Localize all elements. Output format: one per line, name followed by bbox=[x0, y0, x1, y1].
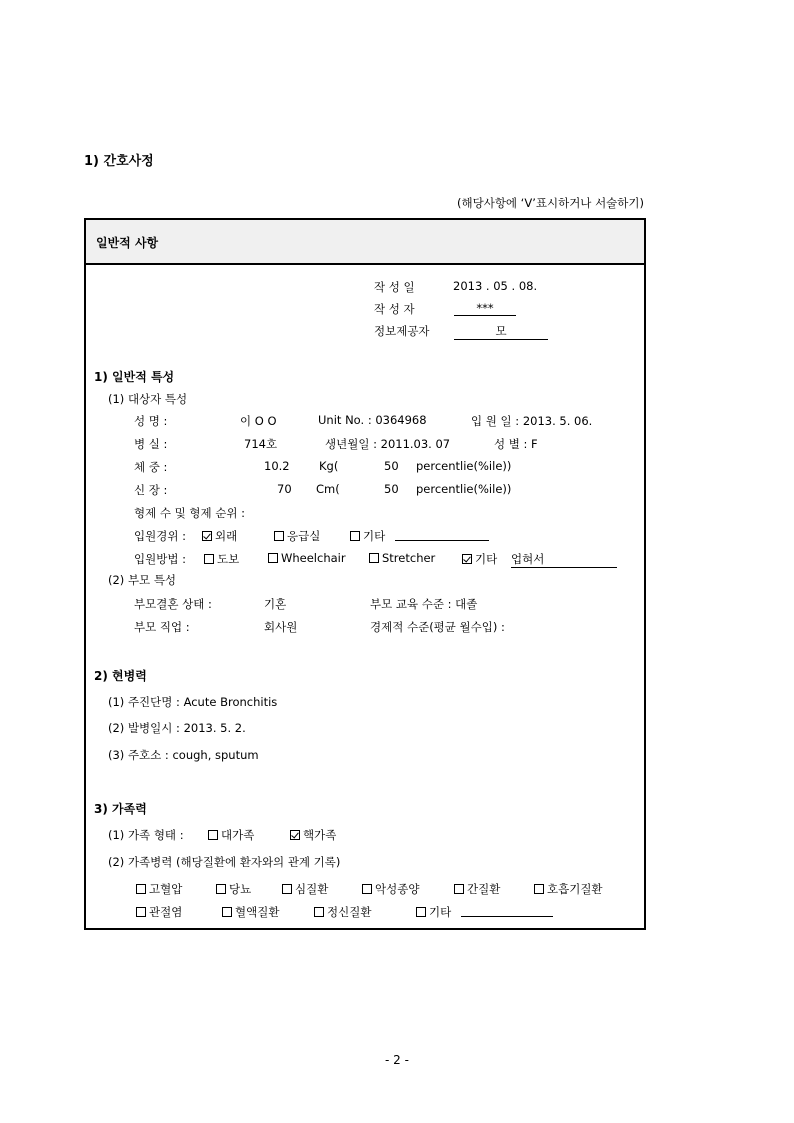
method-option-stretcher[interactable]: Stretcher bbox=[369, 551, 435, 565]
sex: 성 별 : F bbox=[494, 437, 538, 451]
method-option-wheelchair[interactable]: Wheelchair bbox=[268, 551, 346, 565]
marital-value: 기혼 bbox=[264, 597, 287, 611]
method-label: 입원방법 : bbox=[134, 552, 186, 566]
admit-date: 입 원 일 : 2013. 5. 06. bbox=[471, 414, 593, 428]
name-value: 이 O O bbox=[240, 414, 277, 428]
date-value: 2013 . 05 . 08. bbox=[453, 279, 538, 293]
checkbox-icon[interactable] bbox=[204, 554, 214, 564]
siblings-label: 형제 수 및 형제 순위 : bbox=[134, 506, 246, 520]
checkbox-icon[interactable] bbox=[282, 884, 292, 894]
method-other-detail[interactable]: 업혀서 bbox=[511, 551, 617, 568]
height-percentile-label: percentlie(%ile)) bbox=[416, 482, 512, 496]
family-type-label: (1) 가족 형태 : bbox=[108, 828, 184, 842]
history-cancer[interactable]: 악성종양 bbox=[362, 881, 419, 897]
weight-label: 체 중 : bbox=[134, 460, 168, 474]
checkbox-icon[interactable] bbox=[416, 907, 426, 917]
checkbox-icon[interactable] bbox=[362, 884, 372, 894]
history-heart-disease[interactable]: 심질환 bbox=[282, 881, 328, 897]
family-heading: 3) 가족력 bbox=[94, 802, 147, 816]
checkbox-icon[interactable] bbox=[454, 884, 464, 894]
box-header bbox=[86, 220, 644, 265]
family-history-label: (2) 가족병력 (해당질환에 환자와의 관계 기록) bbox=[108, 855, 341, 869]
diagnosis: (1) 주진단명 : Acute Bronchitis bbox=[108, 695, 278, 709]
checkbox-icon[interactable] bbox=[274, 531, 284, 541]
checkbox-checked-icon[interactable] bbox=[462, 554, 472, 564]
method-option-walk[interactable]: 도보 bbox=[204, 551, 239, 567]
route-option-outpatient[interactable]: 외래 bbox=[202, 528, 237, 544]
name-label: 성 명 : bbox=[134, 414, 168, 428]
unit-no: Unit No. : 0364968 bbox=[318, 413, 427, 427]
checkbox-icon[interactable] bbox=[350, 531, 360, 541]
weight-value: 10.2 bbox=[264, 459, 290, 473]
history-liver-disease[interactable]: 간질환 bbox=[454, 881, 500, 897]
checkbox-icon[interactable] bbox=[314, 907, 324, 917]
history-other[interactable]: 기타 bbox=[416, 904, 451, 920]
route-other-blank[interactable] bbox=[395, 540, 489, 541]
checkbox-icon[interactable] bbox=[268, 553, 278, 563]
onset-date: (2) 발병일시 : 2013. 5. 2. bbox=[108, 721, 246, 735]
checkbox-icon[interactable] bbox=[216, 884, 226, 894]
chief-complaint: (3) 주호소 : cough, sputum bbox=[108, 748, 259, 762]
weight-percentile: 50 bbox=[384, 459, 399, 473]
job-label: 부모 직업 : bbox=[134, 620, 190, 634]
family-type-nuclear[interactable]: 핵가족 bbox=[290, 827, 336, 843]
informant-label: 정보제공자 bbox=[374, 324, 430, 338]
section-title: 1) 간호사정 bbox=[84, 154, 154, 169]
subject-heading: (1) 대상자 특성 bbox=[108, 392, 188, 406]
general-heading: 1) 일반적 특성 bbox=[94, 370, 175, 384]
method-option-other[interactable]: 기타 bbox=[462, 551, 497, 567]
weight-percentile-label: percentlie(%ile)) bbox=[416, 459, 512, 473]
checkbox-checked-icon[interactable] bbox=[290, 830, 300, 840]
parents-heading: (2) 부모 특성 bbox=[108, 573, 177, 587]
date-label: 작 성 일 bbox=[374, 280, 415, 294]
income-label: 경제적 수준(평균 월수입) : bbox=[370, 620, 505, 634]
general-info-box bbox=[84, 218, 646, 930]
writer-value[interactable]: *** bbox=[454, 301, 516, 316]
checkbox-icon[interactable] bbox=[136, 907, 146, 917]
history-blood-disease[interactable]: 혈액질환 bbox=[222, 904, 279, 920]
history-respiratory[interactable]: 호흡기질환 bbox=[534, 881, 603, 897]
height-unit: Cm( bbox=[316, 482, 340, 496]
weight-unit: Kg( bbox=[319, 459, 339, 473]
height-value: 70 bbox=[277, 482, 292, 496]
job-value: 회사원 bbox=[264, 620, 298, 634]
checkbox-icon[interactable] bbox=[208, 830, 218, 840]
history-other-blank[interactable] bbox=[461, 916, 553, 917]
present-heading: 2) 현병력 bbox=[94, 669, 147, 683]
box-title: 일반적 사항 bbox=[96, 236, 159, 250]
family-type-extended[interactable]: 대가족 bbox=[208, 827, 254, 843]
room-value: 714호 bbox=[244, 437, 278, 451]
history-diabetes[interactable]: 당뇨 bbox=[216, 881, 251, 897]
writer-label: 작 성 자 bbox=[374, 302, 415, 316]
marital-label: 부모결혼 상태 : bbox=[134, 597, 212, 611]
instruction-text: (해당사항에 ‘V’표시하거나 서술하기) bbox=[457, 196, 644, 210]
checkbox-checked-icon[interactable] bbox=[202, 531, 212, 541]
page-number: - 2 - bbox=[385, 1053, 409, 1067]
route-option-er[interactable]: 응급실 bbox=[274, 528, 320, 544]
height-percentile: 50 bbox=[384, 482, 399, 496]
checkbox-icon[interactable] bbox=[369, 553, 379, 563]
informant-value[interactable]: 모 bbox=[454, 323, 548, 340]
history-arthritis[interactable]: 관절염 bbox=[136, 904, 182, 920]
room-label: 병 실 : bbox=[134, 437, 168, 451]
checkbox-icon[interactable] bbox=[222, 907, 232, 917]
route-option-other[interactable]: 기타 bbox=[350, 528, 385, 544]
height-label: 신 장 : bbox=[134, 483, 168, 497]
birth-date: 생년월일 : 2011.03. 07 bbox=[325, 437, 451, 451]
history-hypertension[interactable]: 고혈압 bbox=[136, 881, 182, 897]
education: 부모 교육 수준 : 대졸 bbox=[370, 597, 478, 611]
checkbox-icon[interactable] bbox=[136, 884, 146, 894]
route-label: 입원경위 : bbox=[134, 529, 186, 543]
history-mental-illness[interactable]: 정신질환 bbox=[314, 904, 371, 920]
checkbox-icon[interactable] bbox=[534, 884, 544, 894]
